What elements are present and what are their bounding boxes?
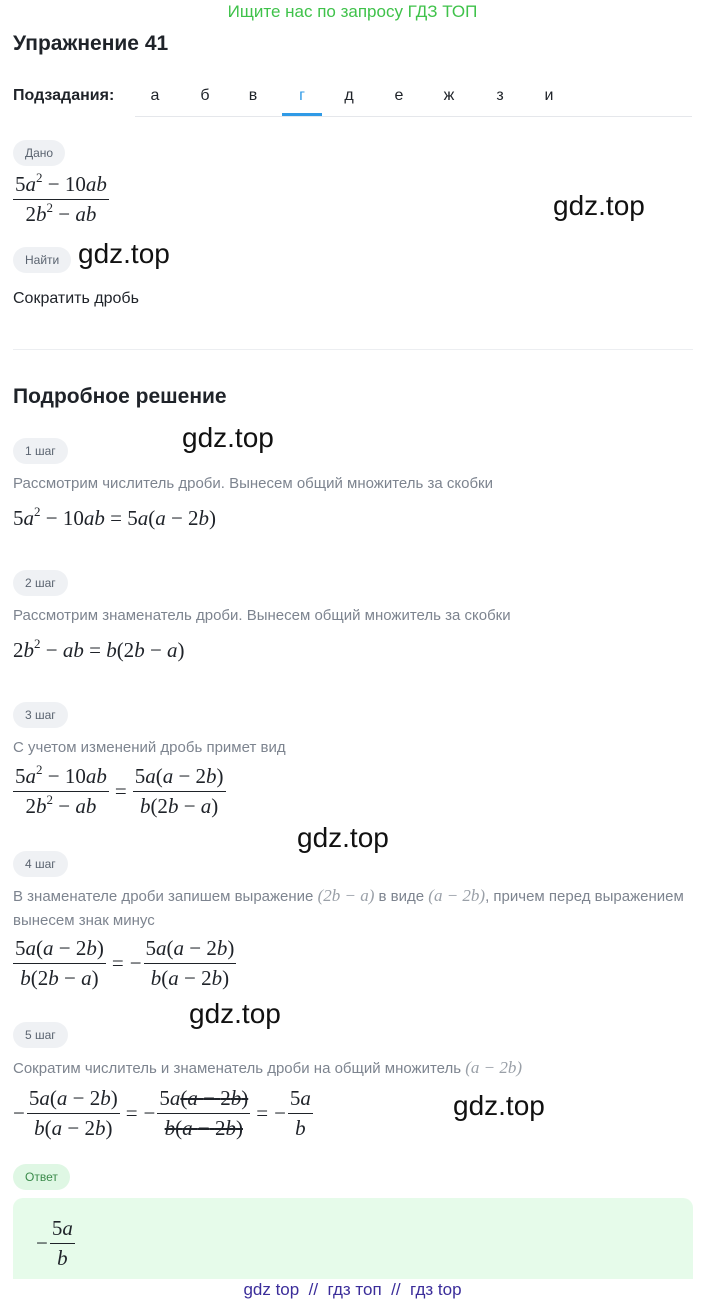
step-4-pill: 4 шаг (13, 851, 68, 877)
tab-a[interactable]: а (150, 87, 160, 104)
step-4-expr: $\frac{5a(a - 2b)}{b(2b - a)}$ = − $\frac{5a(a - 2b)}{b(a - 2b)}$ (15, 936, 235, 990)
promo-banner[interactable]: Ищите нас по запросу ГДЗ ТОП (227, 2, 478, 21)
step-1-expr: $5a^2 - 10ab = 5a(a - 2b)$ (13, 504, 217, 530)
step-2-pill: 2 шаг (13, 570, 68, 596)
step-5-text: Сократим числитель и знаменатель дроби на общий множитель (a − 2b) (13, 1058, 523, 1077)
given-pill: Дано (13, 140, 65, 166)
watermark: gdz.top (297, 822, 389, 853)
step-5-pill: 5 шаг (13, 1022, 68, 1048)
step-2-text: Рассмотрим знаменатель дроби. Вынесем общий множитель за скобки (13, 607, 511, 624)
footer-links[interactable]: gdz top // гдз топ // гдз top (243, 1280, 462, 1299)
answer-pill: Ответ (13, 1164, 70, 1190)
watermark: gdz.top (78, 238, 170, 269)
given-fraction: $\frac{5a^2 - 10ab}{2b^2 - ab}$ (15, 170, 107, 226)
subtasks-tabs (135, 80, 692, 117)
watermark: gdz.top (553, 190, 645, 221)
tab-v[interactable]: в (248, 87, 258, 104)
step-2-expr: $2b^2$ − ab = b(2b − a) (13, 636, 185, 662)
watermark: gdz.top (189, 998, 281, 1029)
solution-title: Подробное решение (13, 385, 227, 408)
tab-b[interactable]: б (200, 87, 210, 104)
page-title: Упражнение 41 (13, 32, 169, 55)
watermark: gdz.top (453, 1090, 545, 1121)
tab-e[interactable]: е (394, 87, 404, 104)
watermark: gdz.top (182, 422, 274, 453)
subtasks-label: Подзадания: (13, 87, 115, 104)
find-text: Сократить дробь (13, 290, 139, 307)
step-1-pill: 1 шаг (13, 438, 68, 464)
tab-z[interactable]: з (496, 87, 504, 104)
tab-g[interactable]: г (282, 80, 322, 116)
answer-value: − $\frac{5a}{b}$ (36, 1216, 73, 1270)
answer-box (13, 1198, 693, 1279)
divider (13, 349, 693, 350)
find-pill: Найти (13, 247, 71, 273)
step-3-text: С учетом изменений дробь примет вид (13, 739, 286, 756)
tab-d[interactable]: д (344, 87, 354, 104)
tab-zh[interactable]: ж (443, 87, 455, 104)
step-5-expr: − $\frac{5a(a - 2b)}{b(a - 2b)}$ = − $\frac{5a(a - 2b)}{b(a - 2b)}$ = − $\frac{5a}{b}$ (13, 1086, 311, 1140)
tab-i[interactable]: и (544, 87, 554, 104)
step-3-expr: $\frac{5a^2 - 10ab}{2b^2 - ab}$ = $\frac{5a(a - 2b)}{b(2b - a)}$ (15, 762, 224, 818)
step-3-pill: 3 шаг (13, 702, 68, 728)
step-4-text: В знаменателе дроби запишем выражение (2b − a) в виде (a − 2b), причем перед выражением вынесем знак минус (13, 886, 684, 929)
step-1-text: Рассмотрим числитель дроби. Вынесем общий множитель за скобки (13, 475, 493, 492)
